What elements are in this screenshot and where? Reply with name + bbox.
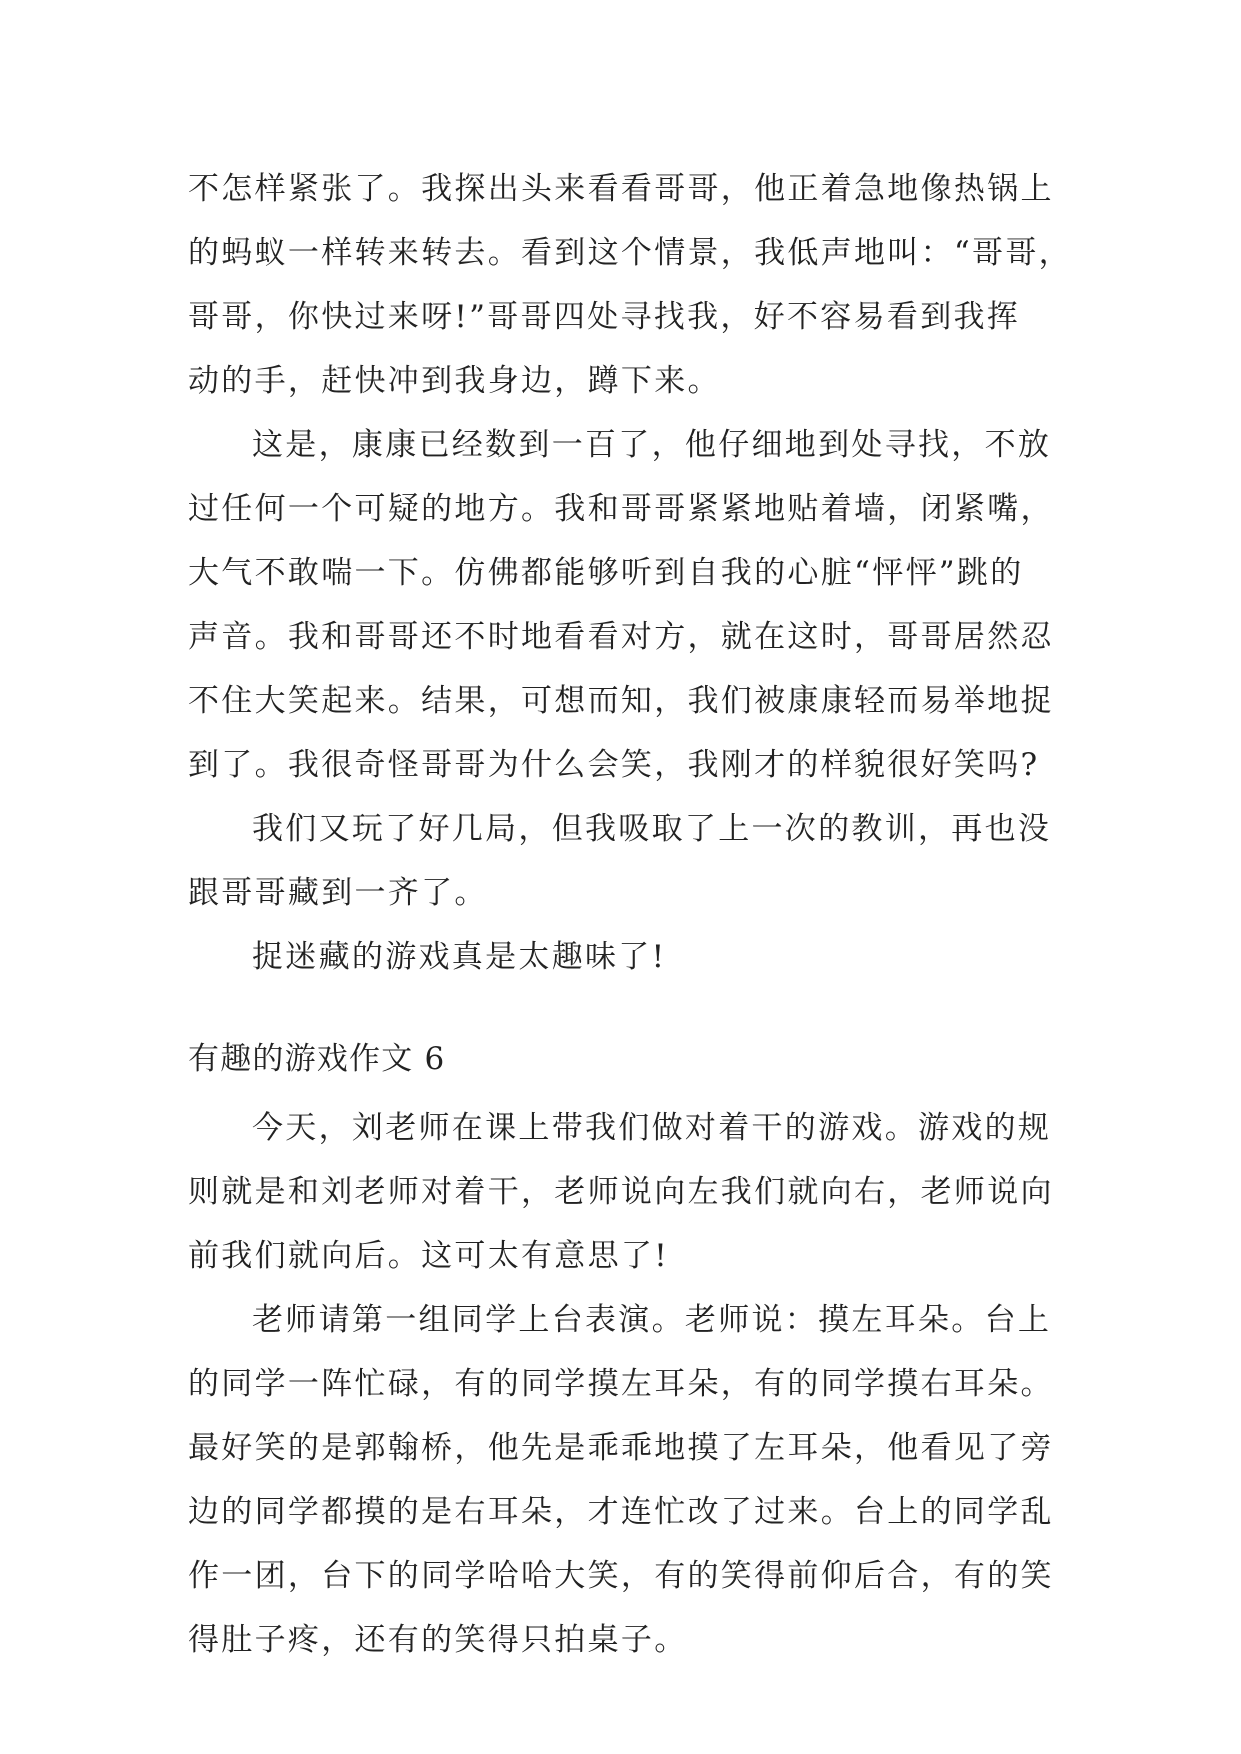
paragraph-first-line: 捉迷藏的游戏真是太趣味了!: [252, 939, 667, 975]
text-line: 不怎样紧张了。我探出头来看看哥哥，他正着急地像热锅上: [188, 171, 1054, 207]
paragraph-first-line: 老师请第一组同学上台表演。老师说：摸左耳朵。台上: [252, 1302, 1052, 1338]
text-line: 边的同学都摸的是右耳朵，才连忙改了过来。台上的同学乱: [188, 1494, 1054, 1530]
paragraph-first-line: 这是，康康已经数到一百了，他仔细地到处寻找，不放: [252, 427, 1052, 463]
text-line: 前我们就向后。这可太有意思了!: [188, 1238, 669, 1274]
paragraph-first-line: 今天，刘老师在课上带我们做对着干的游戏。游戏的规: [252, 1110, 1052, 1146]
text-line: 得肚子疼，还有的笑得只拍桌子。: [188, 1622, 688, 1658]
text-line: 到了。我很奇怪哥哥为什么会笑，我刚才的样貌很好笑吗?: [188, 747, 1040, 783]
text-line: 大气不敢喘一下。仿佛都能够听到自我的心脏“怦怦”跳的: [188, 555, 1024, 591]
text-line: 跟哥哥藏到一齐了。: [188, 875, 488, 911]
text-line: 哥哥，你快过来呀!”哥哥四处寻找我，好不容易看到我挥: [188, 299, 1021, 335]
text-line: 的同学一阵忙碌，有的同学摸左耳朵，有的同学摸右耳朵。: [188, 1366, 1054, 1402]
text-line: 不住大笑起来。结果，可想而知，我们被康康轻而易举地捉: [188, 683, 1054, 719]
text-line: 动的手，赶快冲到我身边，蹲下来。: [188, 363, 721, 399]
text-line: 作一团，台下的同学哈哈大笑，有的笑得前仰后合，有的笑: [188, 1558, 1054, 1594]
text-line: 最好笑的是郭翰桥，他先是乖乖地摸了左耳朵，他看见了旁: [188, 1430, 1054, 1466]
text-line: 过任何一个可疑的地方。我和哥哥紧紧地贴着墙，闭紧嘴，: [188, 491, 1054, 527]
section-title: 有趣的游戏作文 6: [188, 1041, 446, 1077]
text-line: 则就是和刘老师对着干，老师说向左我们就向右，老师说向: [188, 1174, 1054, 1210]
text-line: 声音。我和哥哥还不时地看看对方，就在这时，哥哥居然忍: [188, 619, 1054, 655]
text-line: 的蚂蚁一样转来转去。看到这个情景，我低声地叫：“哥哥，: [188, 235, 1072, 271]
paragraph-first-line: 我们又玩了好几局，但我吸取了上一次的教训，再也没: [252, 811, 1052, 847]
